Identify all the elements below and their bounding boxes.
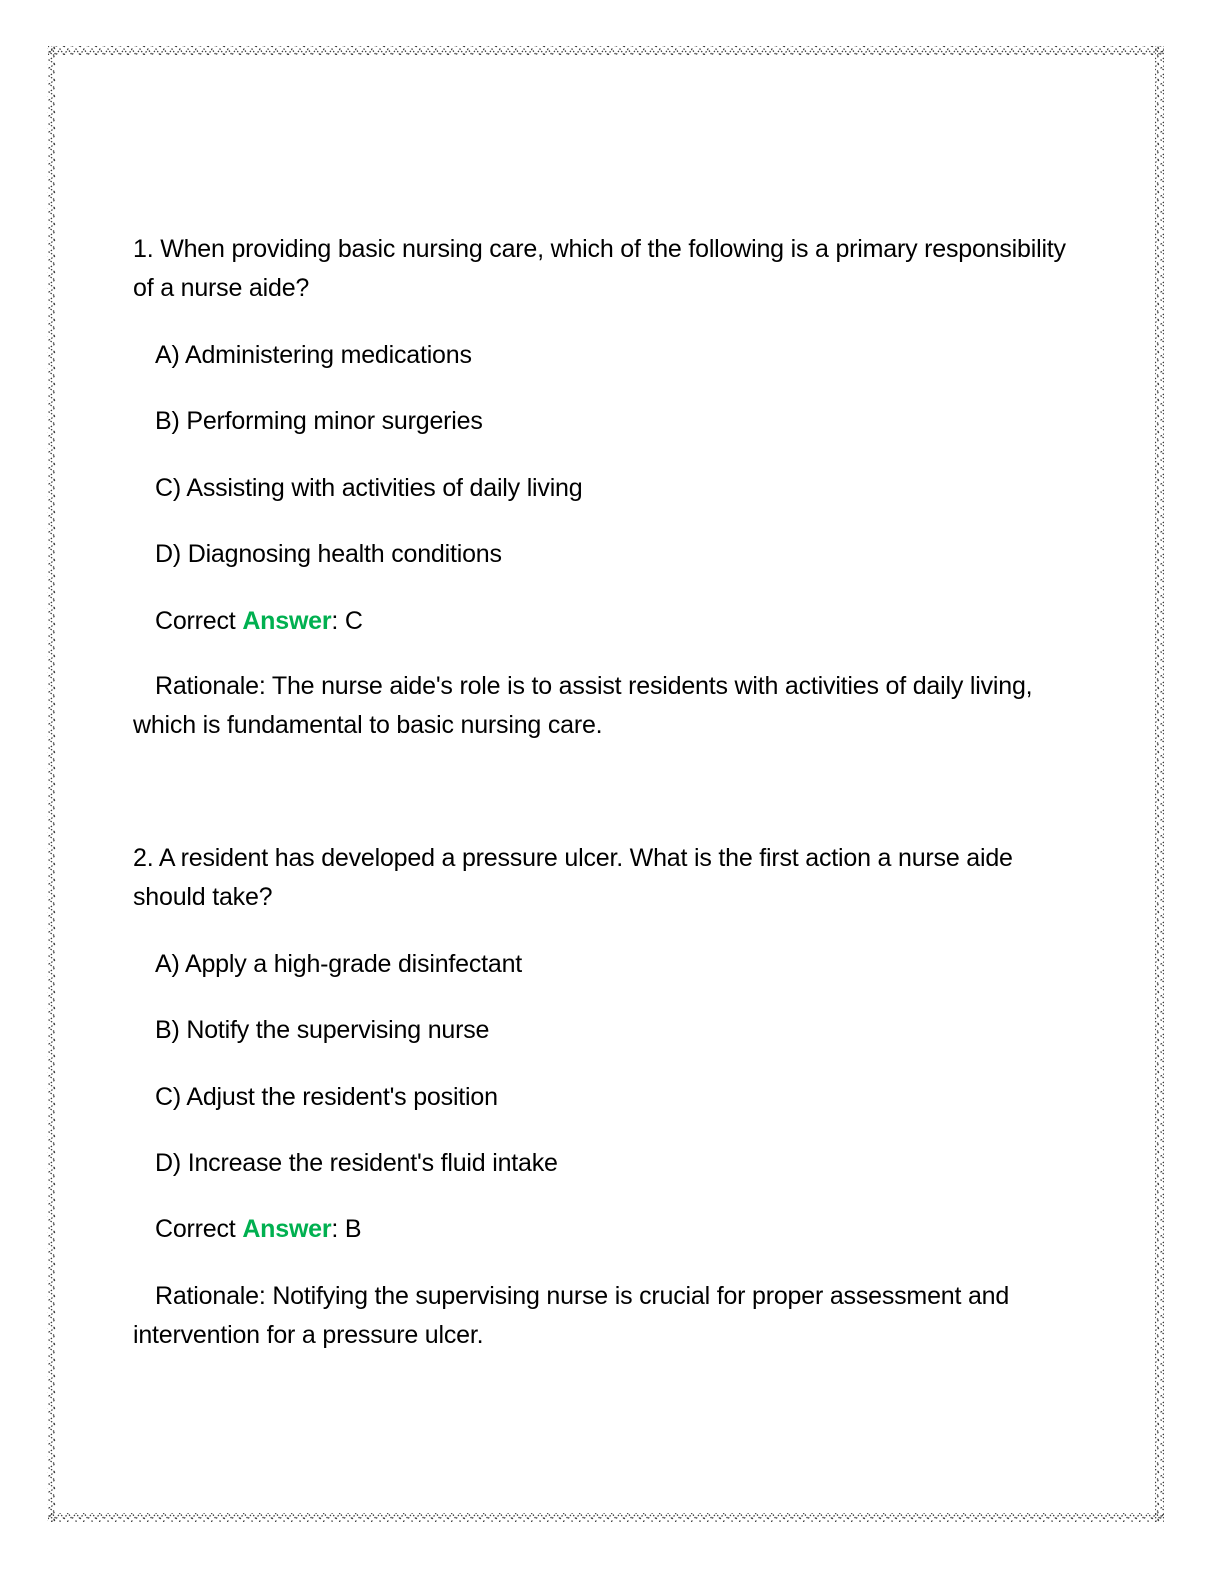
question-text: 2. A resident has developed a pressure ulcer. What is the first action a nurse aide should take? (133, 844, 1013, 911)
answer-prefix: Correct (155, 607, 243, 635)
option-d: D) Increase the resident's fluid intake (155, 1149, 558, 1177)
answer-value: : C (331, 607, 363, 635)
option-b: B) Notify the supervising nurse (155, 1016, 490, 1044)
answer-prefix: Correct (155, 1215, 243, 1243)
option-a: A) Administering medications (155, 341, 472, 369)
correct-answer (155, 602, 1100, 641)
option-c: C) Assisting with activities of daily living (155, 474, 583, 502)
option-a: A) Apply a high-grade disinfectant (155, 950, 523, 978)
rationale: Rationale: The nurse aide's role is to assist residents with activities of daily living, which is fundamental to basic nursing care. (133, 672, 1033, 739)
question-text: 1. When providing basic nursing care, which of the following is a primary responsibility of a nurse aide? (133, 235, 1066, 302)
answer-label: Answer (242, 607, 332, 635)
option-c: C) Adjust the resident's position (155, 1083, 498, 1111)
correct-answer (155, 1210, 1100, 1249)
option-d: D) Diagnosing health conditions (155, 540, 502, 568)
option-b: B) Performing minor surgeries (155, 407, 483, 435)
answer-label: Answer (242, 1215, 332, 1243)
rationale: Rationale: Notifying the supervising nurse is crucial for proper assessment and intervention for a pressure ulcer. (133, 1282, 1010, 1349)
answer-value: : B (331, 1215, 362, 1243)
